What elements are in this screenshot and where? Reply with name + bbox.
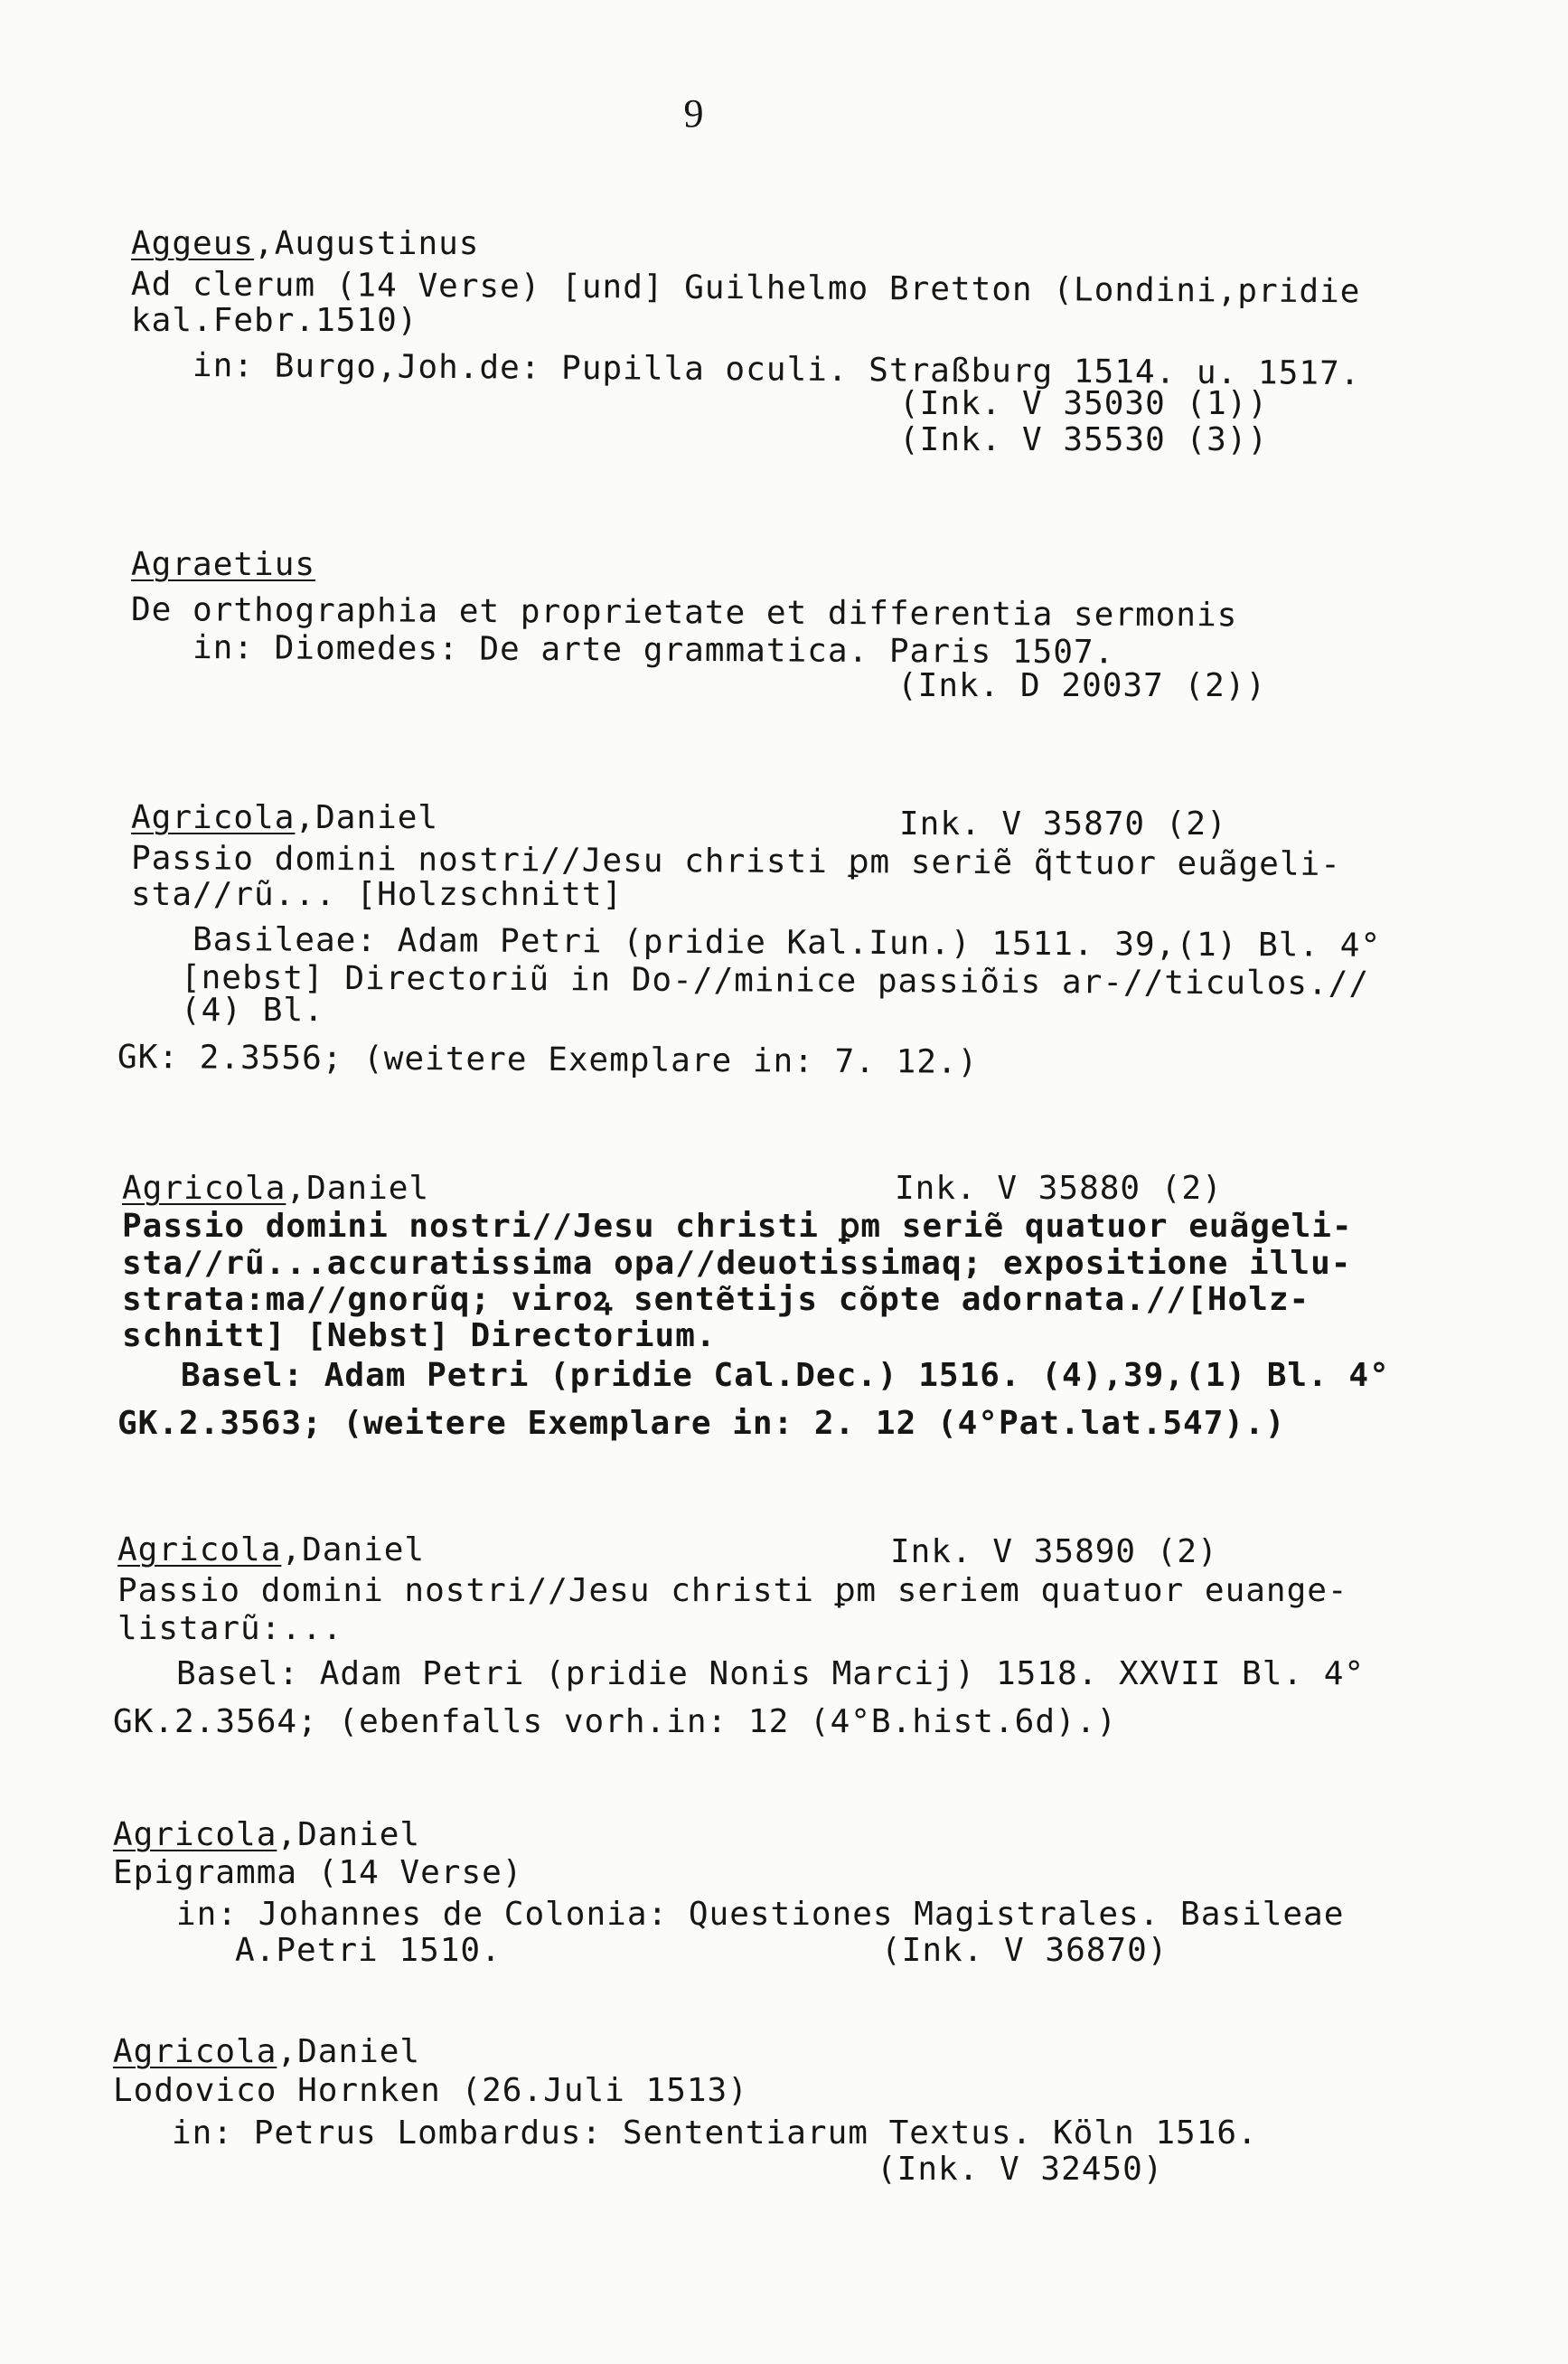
holdings-note: GK: 2.3556; (weitere Exemplare in: 7. 12.)	[117, 1039, 979, 1081]
entry-text-line: in: Johannes de Colonia: Questiones Magistrales. Basileae	[176, 1896, 1345, 1933]
entry-text-line: in: Burgo,Joh.de: Pupilla oculi. Straßburg 1514. u. 1517.	[192, 347, 1361, 393]
author-surname: Agraetius	[131, 546, 316, 583]
author-surname: Agricola	[117, 1531, 282, 1568]
shelfmark: (Ink. V 35530 (3))	[899, 421, 1269, 458]
author-forename: ,Daniel	[277, 2033, 421, 2070]
entry-text-line: in: Petrus Lombardus: Sententiarum Textus. Köln 1516.	[172, 2114, 1258, 2152]
entry-text-line: Passio domini nostri//Jesu christi ꝑm seriẽ quatuor euãgeli-	[122, 1208, 1353, 1245]
entry-text-line: strata:ma//gnorũq; viroꝝ sentẽtijs cõpte adornata.//[Holz-	[122, 1281, 1310, 1318]
entry-heading	[131, 800, 438, 836]
author-forename: ,Daniel	[281, 1531, 426, 1568]
holdings-note: GK.2.3563; (weitere Exemplare in: 2. 12 (4°Pat.lat.547).)	[117, 1405, 1286, 1442]
author-surname: Aggeus	[131, 225, 255, 262]
author-forename: ,Augustinus	[254, 225, 480, 262]
holdings-note: GK.2.3564; (ebenfalls vorh.in: 12 (4°B.hist.6d).)	[113, 1703, 1118, 1740]
entry-heading	[122, 1171, 429, 1207]
entry-text-line: schnitt] [Nebst] Directorium.	[122, 1317, 717, 1354]
author-forename: ,Daniel	[295, 799, 439, 836]
entry-text-line: [nebst] Directoriũ in Do-//minice passiõis ar-//ticulos.//	[180, 959, 1370, 1003]
shelfmark: (Ink. V 35030 (1))	[899, 385, 1269, 422]
entry-text-line: kal.Febr.1510)	[131, 302, 418, 339]
author-surname: Agricola	[122, 1170, 286, 1207]
entry-heading	[113, 1817, 420, 1853]
entry-heading	[117, 1532, 425, 1568]
page-number: 9	[683, 91, 704, 136]
entry-text-line: sta//rũ...accuratissima opa//deuotissimaq; expositione illu-	[122, 1245, 1352, 1282]
entry-text-line: Basel: Adam Petri (pridie Nonis Marcij) 1518. XXVII Bl. 4°	[176, 1655, 1366, 1692]
author-forename: ,Daniel	[277, 1816, 421, 1853]
entry-text-line: in: Diomedes: De arte grammatica. Paris 1507.	[192, 629, 1115, 672]
entry-heading	[131, 547, 315, 583]
shelfmark: (Ink. V 36870)	[881, 1932, 1169, 1969]
entry-text-line: sta//rũ... [Holzschnitt]	[131, 876, 624, 913]
entry-text-line: Basileae: Adam Petri (pridie Kal.Iun.) 1511. 39,(1) Bl. 4°	[192, 921, 1382, 965]
entry-heading	[131, 226, 479, 262]
author-surname: Agricola	[131, 799, 296, 836]
entry-text-line: Lodovico Hornken (26.Juli 1513)	[113, 2072, 748, 2109]
entry-text-line: Passio domini nostri//Jesu christi ꝑm seriem quatuor euange-	[117, 1572, 1348, 1609]
entry-text-line: listarũ:...	[117, 1610, 343, 1647]
author-forename: ,Daniel	[286, 1170, 430, 1207]
shelfmark: (Ink. V 32450)	[877, 2151, 1164, 2188]
author-surname: Agricola	[113, 1816, 277, 1853]
entry-text-line: (4) Bl.	[181, 992, 324, 1029]
shelfmark: Ink. V 35890 (2)	[890, 1533, 1218, 1570]
entry-heading	[113, 2034, 420, 2070]
shelfmark: Ink. V 35870 (2)	[899, 805, 1227, 843]
entry-text-line: Basel: Adam Petri (pridie Cal.Dec.) 1516. (4),39,(1) Bl. 4°	[181, 1357, 1390, 1394]
entry-text-line: De orthographia et proprietate et differentia sermonis	[130, 591, 1238, 635]
author-surname: Agricola	[113, 2033, 277, 2070]
shelfmark: Ink. V 35880 (2)	[895, 1170, 1223, 1207]
entry-text-line: Ad clerum (14 Verse) [und] Guilhelmo Bretton (Londini,pridie	[130, 266, 1361, 311]
entry-text-line: Passio domini nostri//Jesu christi ꝑm seriẽ q̃ttuor euãgeli-	[130, 840, 1342, 884]
entry-text-line: Epigramma (14 Verse)	[113, 1854, 523, 1891]
shelfmark: (Ink. D 20037 (2))	[897, 667, 1267, 704]
entry-text-line: A.Petri 1510.	[235, 1932, 502, 1969]
